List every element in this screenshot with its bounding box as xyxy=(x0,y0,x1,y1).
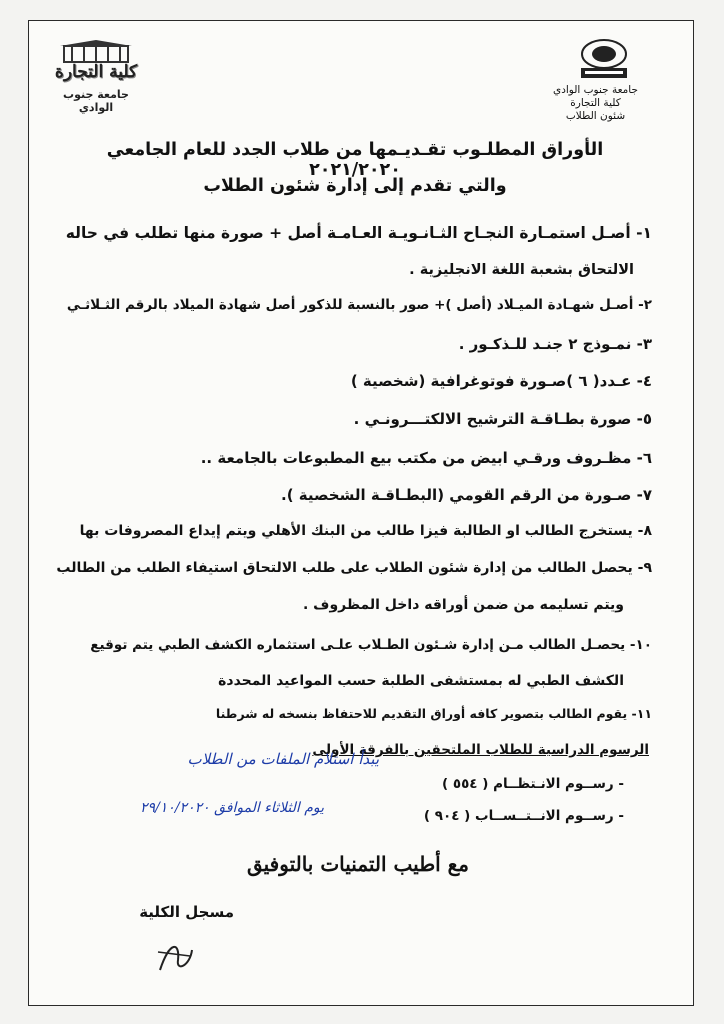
item-text: يحصل الطالب من إدارة شئون الطلاب على طلب الالتحاق استيفاء الطلب من الطالب xyxy=(56,560,633,576)
item-number: ٦- xyxy=(636,449,652,467)
registrar-title: مسجل الكلية xyxy=(139,903,234,921)
faculty-logo-subtext: جامعة جنوب الوادي xyxy=(63,88,129,114)
list-item xyxy=(216,706,652,721)
fee-label: - رســوم الانــتــســاب xyxy=(475,808,624,824)
faculty-name: كلية التجارة xyxy=(570,97,621,109)
document-subtitle: والتي تقدم إلى إدارة شئون الطلاب xyxy=(203,176,507,196)
item-text: مظـروف ورقـي ابيض من مكتب بيع المطبوعات بالجامعة .. xyxy=(200,449,632,467)
item-number: ١٠- xyxy=(629,637,652,653)
handwritten-note-line1: يبدأ استلام الملفات من الطلاب xyxy=(187,750,379,768)
university-seal xyxy=(573,36,635,82)
fee-row xyxy=(424,808,624,824)
item-number: ١١- xyxy=(631,706,652,721)
fee-row xyxy=(442,776,624,792)
item-continuation: ويتم تسليمه من ضمن أوراقه داخل المظروف . xyxy=(302,597,624,613)
list-item xyxy=(459,335,652,353)
item-continuation: الالتحاق بشعبة اللغة الانجليزية . xyxy=(409,262,634,278)
item-text: يحصـل الطالب مـن إدارة شـئون الطـلاب علـى استثماره الكشف الطبي يتم توقيع xyxy=(90,637,626,653)
item-number: ٤- xyxy=(636,372,652,390)
list-item xyxy=(281,486,652,504)
signature-mark xyxy=(150,930,200,980)
item-number: ٧- xyxy=(636,486,652,504)
list-item xyxy=(354,410,652,428)
item-text: نمـوذج ٢ جنـد للـذكـور . xyxy=(458,335,632,353)
list-item xyxy=(66,224,652,242)
item-number: ٩- xyxy=(637,560,652,576)
faculty-logo-text: كلية التجارة xyxy=(54,62,138,82)
department-name: شئون الطلاب xyxy=(565,110,626,122)
list-item xyxy=(80,523,652,539)
item-number: ٨- xyxy=(637,523,652,539)
fee-value: ( ٥٥٤ ) xyxy=(441,776,489,792)
item-number: ٥- xyxy=(636,410,652,428)
item-text: صورة بطـاقـة الترشيح الالكتـــرونـي . xyxy=(353,410,632,428)
university-name: جامعة جنوب الوادي xyxy=(552,84,638,96)
fee-label: - رســوم الانـتظــام xyxy=(493,776,624,792)
list-item xyxy=(56,560,652,576)
list-item xyxy=(90,637,652,653)
item-continuation: الكشف الطبي له بمستشفى الطلبة حسب المواعيد المحددة xyxy=(218,673,624,689)
university-seal-icon xyxy=(573,36,635,82)
item-text: أصـل شهـادة الميـلاد (أصل )+ صور بالنسبة للذكور أصل شهادة الميلاد بالرقم الثـلاثـي xyxy=(66,297,634,313)
fees-title: الرسوم الدراسية للطلاب الملتحقين بالفرقة الأولى xyxy=(312,742,649,758)
closing-wishes: مع أطيب التمنيات بالتوفيق xyxy=(246,852,469,876)
list-item xyxy=(351,372,652,390)
document-title: الأوراق المطلـوب تقـديـمها من طلاب الجدد للعام الجامعي ٢٠٢١/٢٠٢٠ xyxy=(106,140,604,180)
item-text: عـدد( ٦ )صـورة فوتوغرافية (شخصية ) xyxy=(350,372,632,390)
item-number: ١- xyxy=(636,224,652,242)
university-lines xyxy=(553,84,638,123)
item-text: يقوم الطالب بتصوير كافه أوراق التقديم للاحتفاظ بنسخه له شرطنا xyxy=(215,706,628,721)
item-number: ٢- xyxy=(638,297,652,313)
faculty-logo xyxy=(46,40,146,114)
list-item xyxy=(201,449,652,467)
item-text: صـورة من الرقم القومي (البطـاقـة الشخصية ). xyxy=(281,486,632,504)
item-text: أصـل استمـارة النجـاح الثـانـويـة العـامـة أصل + صورة منها تطلب في حاله xyxy=(65,224,631,242)
item-text: يستخرج الطالب او الطالبة فيزا طالب من البنك الأهلي ويتم إيداع المصروفات بها xyxy=(79,523,633,539)
list-item xyxy=(67,297,652,313)
handwritten-note-line2: يوم الثلاثاء الموافق ٢٩/١٠/٢٠٢٠ xyxy=(140,800,324,816)
fee-value: ( ٩٠٤ ) xyxy=(423,808,471,824)
item-number: ٣- xyxy=(636,335,652,353)
